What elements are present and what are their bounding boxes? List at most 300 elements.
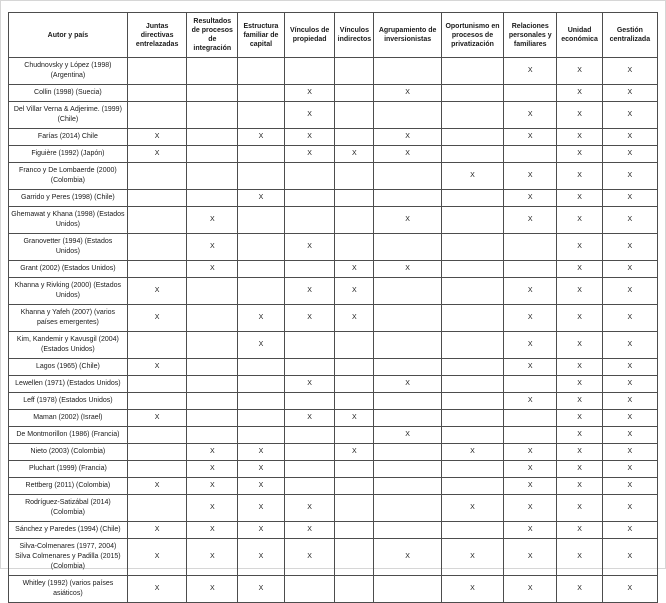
mark-cell: X xyxy=(238,478,285,495)
empty-cell xyxy=(441,261,503,278)
mark-cell: X xyxy=(602,478,657,495)
table-row xyxy=(9,444,658,461)
empty-cell xyxy=(441,85,503,102)
column-header: Vínculos indirectos xyxy=(335,13,374,58)
mark-cell: X xyxy=(602,207,657,234)
mark-cell: X xyxy=(127,129,187,146)
empty-cell xyxy=(187,376,238,393)
mark-cell: X xyxy=(602,305,657,332)
mark-cell: X xyxy=(335,444,374,461)
empty-cell xyxy=(504,261,557,278)
mark-cell: X xyxy=(504,393,557,410)
mark-cell: X xyxy=(335,146,374,163)
mark-cell: X xyxy=(187,478,238,495)
table-row xyxy=(9,478,658,495)
mark-cell: X xyxy=(187,522,238,539)
mark-cell: X xyxy=(284,305,335,332)
mark-cell: X xyxy=(504,332,557,359)
mark-cell: X xyxy=(284,146,335,163)
mark-cell: X xyxy=(602,278,657,305)
mark-cell: X xyxy=(504,461,557,478)
mark-cell: X xyxy=(441,163,503,190)
empty-cell xyxy=(504,376,557,393)
mark-cell: X xyxy=(127,539,187,576)
empty-cell xyxy=(335,495,374,522)
mark-cell: X xyxy=(504,539,557,576)
mark-cell: X xyxy=(504,522,557,539)
empty-cell xyxy=(441,146,503,163)
mark-cell: X xyxy=(602,58,657,85)
mark-cell: X xyxy=(504,207,557,234)
table-row xyxy=(9,207,658,234)
mark-cell: X xyxy=(374,261,441,278)
empty-cell xyxy=(238,58,285,85)
empty-cell xyxy=(441,207,503,234)
empty-cell xyxy=(238,376,285,393)
empty-cell xyxy=(335,58,374,85)
author-cell: Nieto (2003) (Colombia) xyxy=(9,444,128,461)
mark-cell: X xyxy=(284,495,335,522)
mark-cell: X xyxy=(187,461,238,478)
mark-cell: X xyxy=(284,410,335,427)
mark-cell: X xyxy=(557,207,602,234)
empty-cell xyxy=(238,85,285,102)
author-cell: Khanna y Rivking (2000) (Estados Unidos) xyxy=(9,278,128,305)
empty-cell xyxy=(374,163,441,190)
empty-cell xyxy=(335,163,374,190)
empty-cell xyxy=(441,410,503,427)
mark-cell: X xyxy=(602,495,657,522)
mark-cell: X xyxy=(441,576,503,603)
table-row xyxy=(9,58,658,85)
mark-cell: X xyxy=(557,478,602,495)
empty-cell xyxy=(284,444,335,461)
empty-cell xyxy=(284,576,335,603)
mark-cell: X xyxy=(238,332,285,359)
mark-cell: X xyxy=(284,278,335,305)
author-cell: Pluchart (1999) (Francia) xyxy=(9,461,128,478)
empty-cell xyxy=(335,376,374,393)
empty-cell xyxy=(238,146,285,163)
author-cell: Leff (1978) (Estados Unidos) xyxy=(9,393,128,410)
comparison-table xyxy=(8,12,658,603)
table-row xyxy=(9,146,658,163)
empty-cell xyxy=(335,461,374,478)
empty-cell xyxy=(374,332,441,359)
empty-cell xyxy=(238,102,285,129)
table-row xyxy=(9,359,658,376)
table-row xyxy=(9,495,658,522)
mark-cell: X xyxy=(335,261,374,278)
mark-cell: X xyxy=(187,444,238,461)
empty-cell xyxy=(441,305,503,332)
mark-cell: X xyxy=(238,495,285,522)
mark-cell: X xyxy=(602,376,657,393)
mark-cell: X xyxy=(127,146,187,163)
mark-cell: X xyxy=(557,261,602,278)
empty-cell xyxy=(335,207,374,234)
mark-cell: X xyxy=(504,495,557,522)
mark-cell: X xyxy=(284,539,335,576)
mark-cell: X xyxy=(284,234,335,261)
mark-cell: X xyxy=(127,522,187,539)
empty-cell xyxy=(238,427,285,444)
empty-cell xyxy=(187,190,238,207)
mark-cell: X xyxy=(187,539,238,576)
empty-cell xyxy=(335,478,374,495)
mark-cell: X xyxy=(602,522,657,539)
mark-cell: X xyxy=(238,576,285,603)
author-cell: Sánchez y Paredes (1994) (Chile) xyxy=(9,522,128,539)
author-cell: Collin (1998) (Suecia) xyxy=(9,85,128,102)
empty-cell xyxy=(441,58,503,85)
mark-cell: X xyxy=(238,461,285,478)
empty-cell xyxy=(238,234,285,261)
empty-cell xyxy=(335,102,374,129)
empty-cell xyxy=(335,427,374,444)
mark-cell: X xyxy=(504,58,557,85)
author-cell: Silva-Colmenares (1977, 2004) Silva Colmenares y Padilla (2015) (Colombia) xyxy=(9,539,128,576)
empty-cell xyxy=(187,427,238,444)
author-cell: Chudnovsky y López (1998) (Argentina) xyxy=(9,58,128,85)
table-row xyxy=(9,261,658,278)
mark-cell: X xyxy=(602,102,657,129)
table-body xyxy=(9,58,658,603)
mark-cell: X xyxy=(441,539,503,576)
mark-cell: X xyxy=(602,146,657,163)
empty-cell xyxy=(187,58,238,85)
column-header-author: Autor y país xyxy=(9,13,128,58)
mark-cell: X xyxy=(557,305,602,332)
empty-cell xyxy=(374,478,441,495)
mark-cell: X xyxy=(284,376,335,393)
empty-cell xyxy=(187,393,238,410)
table-row xyxy=(9,129,658,146)
mark-cell: X xyxy=(335,410,374,427)
empty-cell xyxy=(187,102,238,129)
mark-cell: X xyxy=(441,444,503,461)
author-cell: Rodríguez-Satizábal (2014) (Colombia) xyxy=(9,495,128,522)
empty-cell xyxy=(284,58,335,85)
mark-cell: X xyxy=(374,427,441,444)
author-cell: Del Villar Verna & Adjerime. (1999) (Chile) xyxy=(9,102,128,129)
table-row xyxy=(9,410,658,427)
empty-cell xyxy=(187,129,238,146)
empty-cell xyxy=(335,576,374,603)
empty-cell xyxy=(374,58,441,85)
empty-cell xyxy=(127,85,187,102)
author-cell: Farías (2014) Chile xyxy=(9,129,128,146)
column-header: Estructura familiar de capital xyxy=(238,13,285,58)
mark-cell: X xyxy=(504,576,557,603)
mark-cell: X xyxy=(374,85,441,102)
mark-cell: X xyxy=(187,207,238,234)
empty-cell xyxy=(127,376,187,393)
column-header: Gestión centralizada xyxy=(602,13,657,58)
empty-cell xyxy=(374,576,441,603)
empty-cell xyxy=(284,359,335,376)
mark-cell: X xyxy=(602,539,657,576)
mark-cell: X xyxy=(557,576,602,603)
empty-cell xyxy=(374,190,441,207)
mark-cell: X xyxy=(187,261,238,278)
table-row xyxy=(9,190,658,207)
empty-cell xyxy=(127,461,187,478)
empty-cell xyxy=(187,410,238,427)
mark-cell: X xyxy=(238,444,285,461)
empty-cell xyxy=(441,332,503,359)
author-cell: Garrido y Peres (1998) (Chile) xyxy=(9,190,128,207)
empty-cell xyxy=(504,146,557,163)
empty-cell xyxy=(127,261,187,278)
empty-cell xyxy=(374,461,441,478)
table-header xyxy=(9,13,658,58)
mark-cell: X xyxy=(238,522,285,539)
empty-cell xyxy=(335,234,374,261)
empty-cell xyxy=(374,495,441,522)
empty-cell xyxy=(127,102,187,129)
author-cell: De Montmorillon (1986) (Francia) xyxy=(9,427,128,444)
mark-cell: X xyxy=(504,163,557,190)
mark-cell: X xyxy=(557,393,602,410)
empty-cell xyxy=(335,539,374,576)
empty-cell xyxy=(441,478,503,495)
mark-cell: X xyxy=(557,359,602,376)
column-header: Unidad económica xyxy=(557,13,602,58)
mark-cell: X xyxy=(602,444,657,461)
empty-cell xyxy=(127,332,187,359)
mark-cell: X xyxy=(127,410,187,427)
empty-cell xyxy=(238,359,285,376)
table-row xyxy=(9,278,658,305)
mark-cell: X xyxy=(602,427,657,444)
mark-cell: X xyxy=(374,207,441,234)
mark-cell: X xyxy=(557,539,602,576)
mark-cell: X xyxy=(602,576,657,603)
mark-cell: X xyxy=(557,146,602,163)
empty-cell xyxy=(187,305,238,332)
mark-cell: X xyxy=(557,58,602,85)
mark-cell: X xyxy=(504,129,557,146)
column-header: Agrupamiento de inversionistas xyxy=(374,13,441,58)
mark-cell: X xyxy=(284,102,335,129)
mark-cell: X xyxy=(602,234,657,261)
table-row xyxy=(9,427,658,444)
empty-cell xyxy=(441,190,503,207)
empty-cell xyxy=(504,234,557,261)
table-row xyxy=(9,234,658,261)
mark-cell: X xyxy=(238,190,285,207)
table-row xyxy=(9,539,658,576)
mark-cell: X xyxy=(602,190,657,207)
mark-cell: X xyxy=(557,427,602,444)
mark-cell: X xyxy=(504,190,557,207)
author-cell: Khanna y Yafeh (2007) (varios países emergentes) xyxy=(9,305,128,332)
mark-cell: X xyxy=(557,461,602,478)
empty-cell xyxy=(374,359,441,376)
empty-cell xyxy=(127,58,187,85)
empty-cell xyxy=(374,410,441,427)
mark-cell: X xyxy=(557,410,602,427)
empty-cell xyxy=(374,444,441,461)
mark-cell: X xyxy=(284,85,335,102)
header-row xyxy=(9,13,658,58)
empty-cell xyxy=(335,522,374,539)
empty-cell xyxy=(127,427,187,444)
mark-cell: X xyxy=(335,278,374,305)
table-row xyxy=(9,85,658,102)
empty-cell xyxy=(127,190,187,207)
empty-cell xyxy=(187,85,238,102)
empty-cell xyxy=(441,461,503,478)
mark-cell: X xyxy=(187,495,238,522)
empty-cell xyxy=(335,332,374,359)
mark-cell: X xyxy=(602,410,657,427)
table-row xyxy=(9,522,658,539)
empty-cell xyxy=(441,102,503,129)
mark-cell: X xyxy=(238,539,285,576)
author-cell: Whitley (1992) (varios países asiáticos) xyxy=(9,576,128,603)
mark-cell: X xyxy=(504,102,557,129)
empty-cell xyxy=(504,85,557,102)
mark-cell: X xyxy=(127,576,187,603)
mark-cell: X xyxy=(374,129,441,146)
mark-cell: X xyxy=(504,478,557,495)
mark-cell: X xyxy=(602,163,657,190)
empty-cell xyxy=(441,129,503,146)
mark-cell: X xyxy=(238,129,285,146)
table-row xyxy=(9,393,658,410)
mark-cell: X xyxy=(602,332,657,359)
mark-cell: X xyxy=(238,305,285,332)
mark-cell: X xyxy=(602,359,657,376)
mark-cell: X xyxy=(557,163,602,190)
author-cell: Rettberg (2011) (Colombia) xyxy=(9,478,128,495)
empty-cell xyxy=(127,163,187,190)
mark-cell: X xyxy=(602,393,657,410)
empty-cell xyxy=(441,427,503,444)
empty-cell xyxy=(441,278,503,305)
mark-cell: X xyxy=(557,190,602,207)
empty-cell xyxy=(284,393,335,410)
empty-cell xyxy=(374,102,441,129)
author-cell: Lewellen (1971) (Estados Unidos) xyxy=(9,376,128,393)
empty-cell xyxy=(284,461,335,478)
mark-cell: X xyxy=(504,444,557,461)
empty-cell xyxy=(238,393,285,410)
table-container xyxy=(8,12,658,603)
mark-cell: X xyxy=(557,332,602,359)
empty-cell xyxy=(284,332,335,359)
mark-cell: X xyxy=(441,495,503,522)
author-cell: Figuière (1992) (Japón) xyxy=(9,146,128,163)
table-row xyxy=(9,376,658,393)
empty-cell xyxy=(374,234,441,261)
empty-cell xyxy=(374,393,441,410)
table-row xyxy=(9,576,658,603)
mark-cell: X xyxy=(335,305,374,332)
empty-cell xyxy=(187,278,238,305)
empty-cell xyxy=(374,305,441,332)
table-row xyxy=(9,332,658,359)
empty-cell xyxy=(441,376,503,393)
empty-cell xyxy=(238,163,285,190)
mark-cell: X xyxy=(557,444,602,461)
empty-cell xyxy=(284,190,335,207)
empty-cell xyxy=(284,427,335,444)
empty-cell xyxy=(187,146,238,163)
mark-cell: X xyxy=(557,102,602,129)
mark-cell: X xyxy=(127,359,187,376)
mark-cell: X xyxy=(504,278,557,305)
mark-cell: X xyxy=(602,129,657,146)
empty-cell xyxy=(335,359,374,376)
empty-cell xyxy=(335,190,374,207)
mark-cell: X xyxy=(557,129,602,146)
table-row xyxy=(9,102,658,129)
mark-cell: X xyxy=(557,495,602,522)
mark-cell: X xyxy=(602,85,657,102)
mark-cell: X xyxy=(602,261,657,278)
empty-cell xyxy=(284,261,335,278)
empty-cell xyxy=(374,522,441,539)
empty-cell xyxy=(284,478,335,495)
mark-cell: X xyxy=(504,359,557,376)
empty-cell xyxy=(127,393,187,410)
empty-cell xyxy=(238,207,285,234)
empty-cell xyxy=(504,410,557,427)
empty-cell xyxy=(127,495,187,522)
column-header: Oportunismo en procesos de privatización xyxy=(441,13,503,58)
mark-cell: X xyxy=(187,234,238,261)
empty-cell xyxy=(127,234,187,261)
author-cell: Franco y De Lombaerde (2000) (Colombia) xyxy=(9,163,128,190)
mark-cell: X xyxy=(374,376,441,393)
empty-cell xyxy=(374,278,441,305)
table-row xyxy=(9,461,658,478)
empty-cell xyxy=(127,207,187,234)
empty-cell xyxy=(441,522,503,539)
column-header: Juntas directivas entrelazadas xyxy=(127,13,187,58)
empty-cell xyxy=(335,129,374,146)
mark-cell: X xyxy=(374,146,441,163)
author-cell: Kim, Kandemir y Kavusgil (2004) (Estados Unidos) xyxy=(9,332,128,359)
empty-cell xyxy=(335,393,374,410)
mark-cell: X xyxy=(127,278,187,305)
table-row xyxy=(9,305,658,332)
mark-cell: X xyxy=(374,539,441,576)
author-cell: Ghemawat y Khana (1998) (Estados Unidos) xyxy=(9,207,128,234)
author-cell: Grant (2002) (Estados Unidos) xyxy=(9,261,128,278)
column-header: Resultados de procesos de integración xyxy=(187,13,238,58)
column-header: Relaciones personales y familiares xyxy=(504,13,557,58)
empty-cell xyxy=(187,163,238,190)
column-header: Vínculos de propiedad xyxy=(284,13,335,58)
mark-cell: X xyxy=(557,234,602,261)
empty-cell xyxy=(238,261,285,278)
empty-cell xyxy=(335,85,374,102)
mark-cell: X xyxy=(284,522,335,539)
mark-cell: X xyxy=(557,522,602,539)
empty-cell xyxy=(187,332,238,359)
mark-cell: X xyxy=(284,129,335,146)
mark-cell: X xyxy=(504,305,557,332)
empty-cell xyxy=(187,359,238,376)
empty-cell xyxy=(284,207,335,234)
author-cell: Maman (2002) (Israel) xyxy=(9,410,128,427)
author-cell: Granovetter (1994) (Estados Unidos) xyxy=(9,234,128,261)
mark-cell: X xyxy=(187,576,238,603)
